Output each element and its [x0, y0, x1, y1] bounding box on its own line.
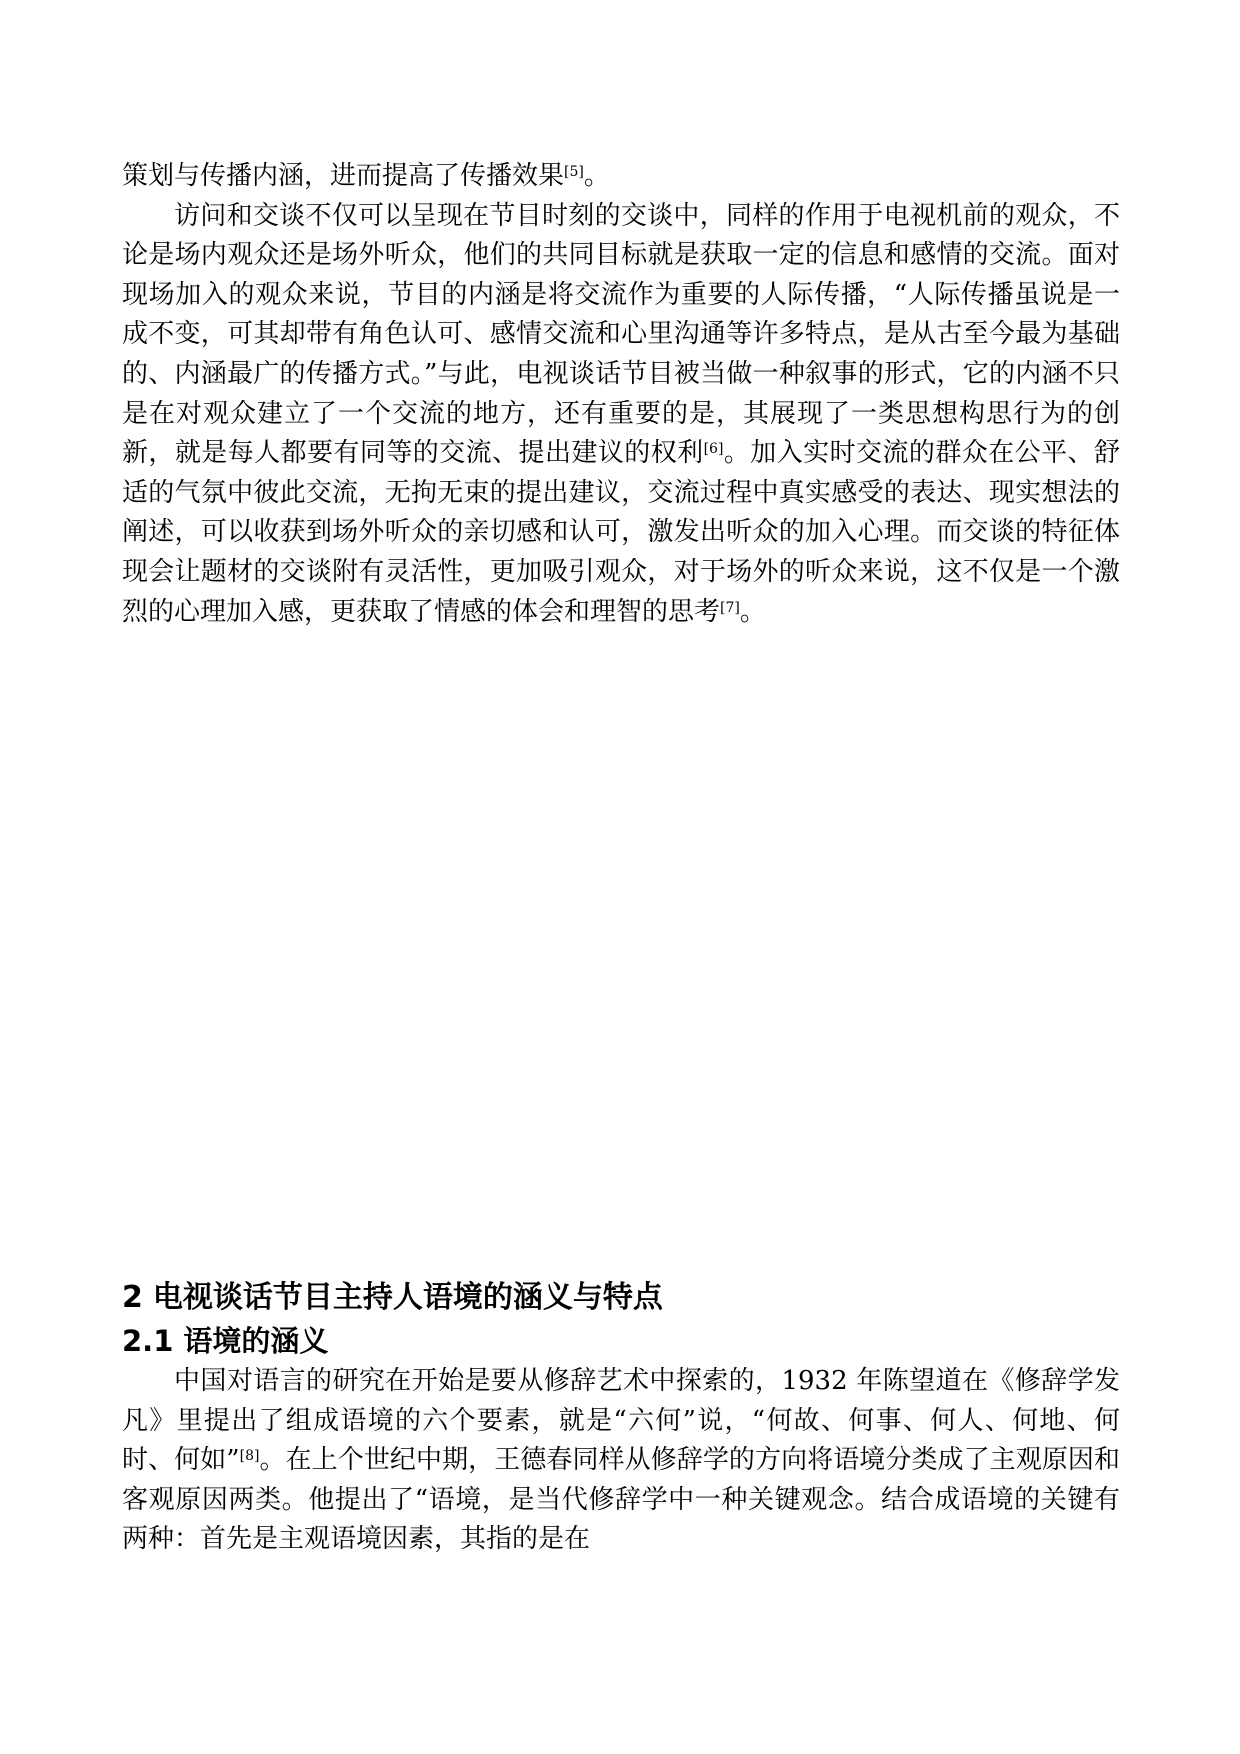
citation-marker: [8]	[239, 1448, 260, 1465]
section-number: 2	[122, 1280, 143, 1315]
subsection-number: 2.1	[122, 1324, 174, 1358]
paragraph-end: 。	[739, 596, 766, 627]
body-text-bottom	[122, 1276, 1120, 1560]
body-text-top	[122, 157, 1120, 632]
paragraph-text: 策划与传播内涵，进而提高了传播效果	[122, 161, 565, 191]
paragraph-end: 。	[583, 161, 610, 191]
subsection-heading	[122, 1320, 1120, 1362]
paragraph	[122, 1362, 1120, 1560]
citation-marker: [7]	[720, 599, 740, 616]
paragraph-text: 中国对语言的研究在开始是要从修辞艺术中探索的，1932 年陈望道在《修辞学发凡》里提出了组成语境的六个要素，就是“六何”说，“何故、何事、何人、何地、何时、何如”	[122, 1366, 1120, 1476]
paragraph-text: 访问和交谈不仅可以呈现在节目时刻的交谈中，同样的作用于电视机前的观众，不论是场内观众还是场外听众，他们的共同目标就是获取一定的信息和感情的交流。面对现场加入的观众来说，节目的内涵是将交流作为重要的人际传播，“人际传播虽说是一成不变，可其却带有角色认可、感情交流和心里沟通等许多特点，是从古至今最为基础的、内涵最广的传播方式。”与此，电视谈话节目被当做一种叙事的形式，它的内涵不只是在对观众建立了一个交流的地方，还有重要的是，其展现了一类思想构思行为的创新，就是每人都要有同等的交流、提出建议的权利	[122, 200, 1120, 469]
paragraph-text: 。加入实时交流的群众在公平、舒适的气氛中彼此交流，无拘无束的提出建议，交流过程中真实感受的表达、现实想法的阐述，可以收获到场外听众的亲切感和认可，激发出听众的加入心理。而交谈的特征体现会让题材的交谈附有灵活性，更加吸引观众，对于场外的听众来说，这不仅是一个激烈的心理加入感，更获取了情感的体会和理智的思考	[122, 438, 1120, 627]
paragraph-continued	[122, 157, 1120, 197]
paragraph	[122, 197, 1120, 633]
paragraph-text: 。在上个世纪中期，王德春同样从修辞学的方向将语境分类成了主观原因和客观原因两类。他提出了“语境，是当代修辞学中一种关键观念。结合成语境的关键有两种：首先是主观语境因素，其指的是在	[122, 1445, 1120, 1555]
citation-marker: [6]	[703, 441, 724, 458]
citation-marker: [5]	[564, 164, 584, 180]
section-heading	[122, 1276, 1120, 1320]
section-title: 电视谈话节目主持人语境的涵义与特点	[152, 1280, 663, 1315]
subsection-title: 语境的涵义	[183, 1324, 329, 1358]
